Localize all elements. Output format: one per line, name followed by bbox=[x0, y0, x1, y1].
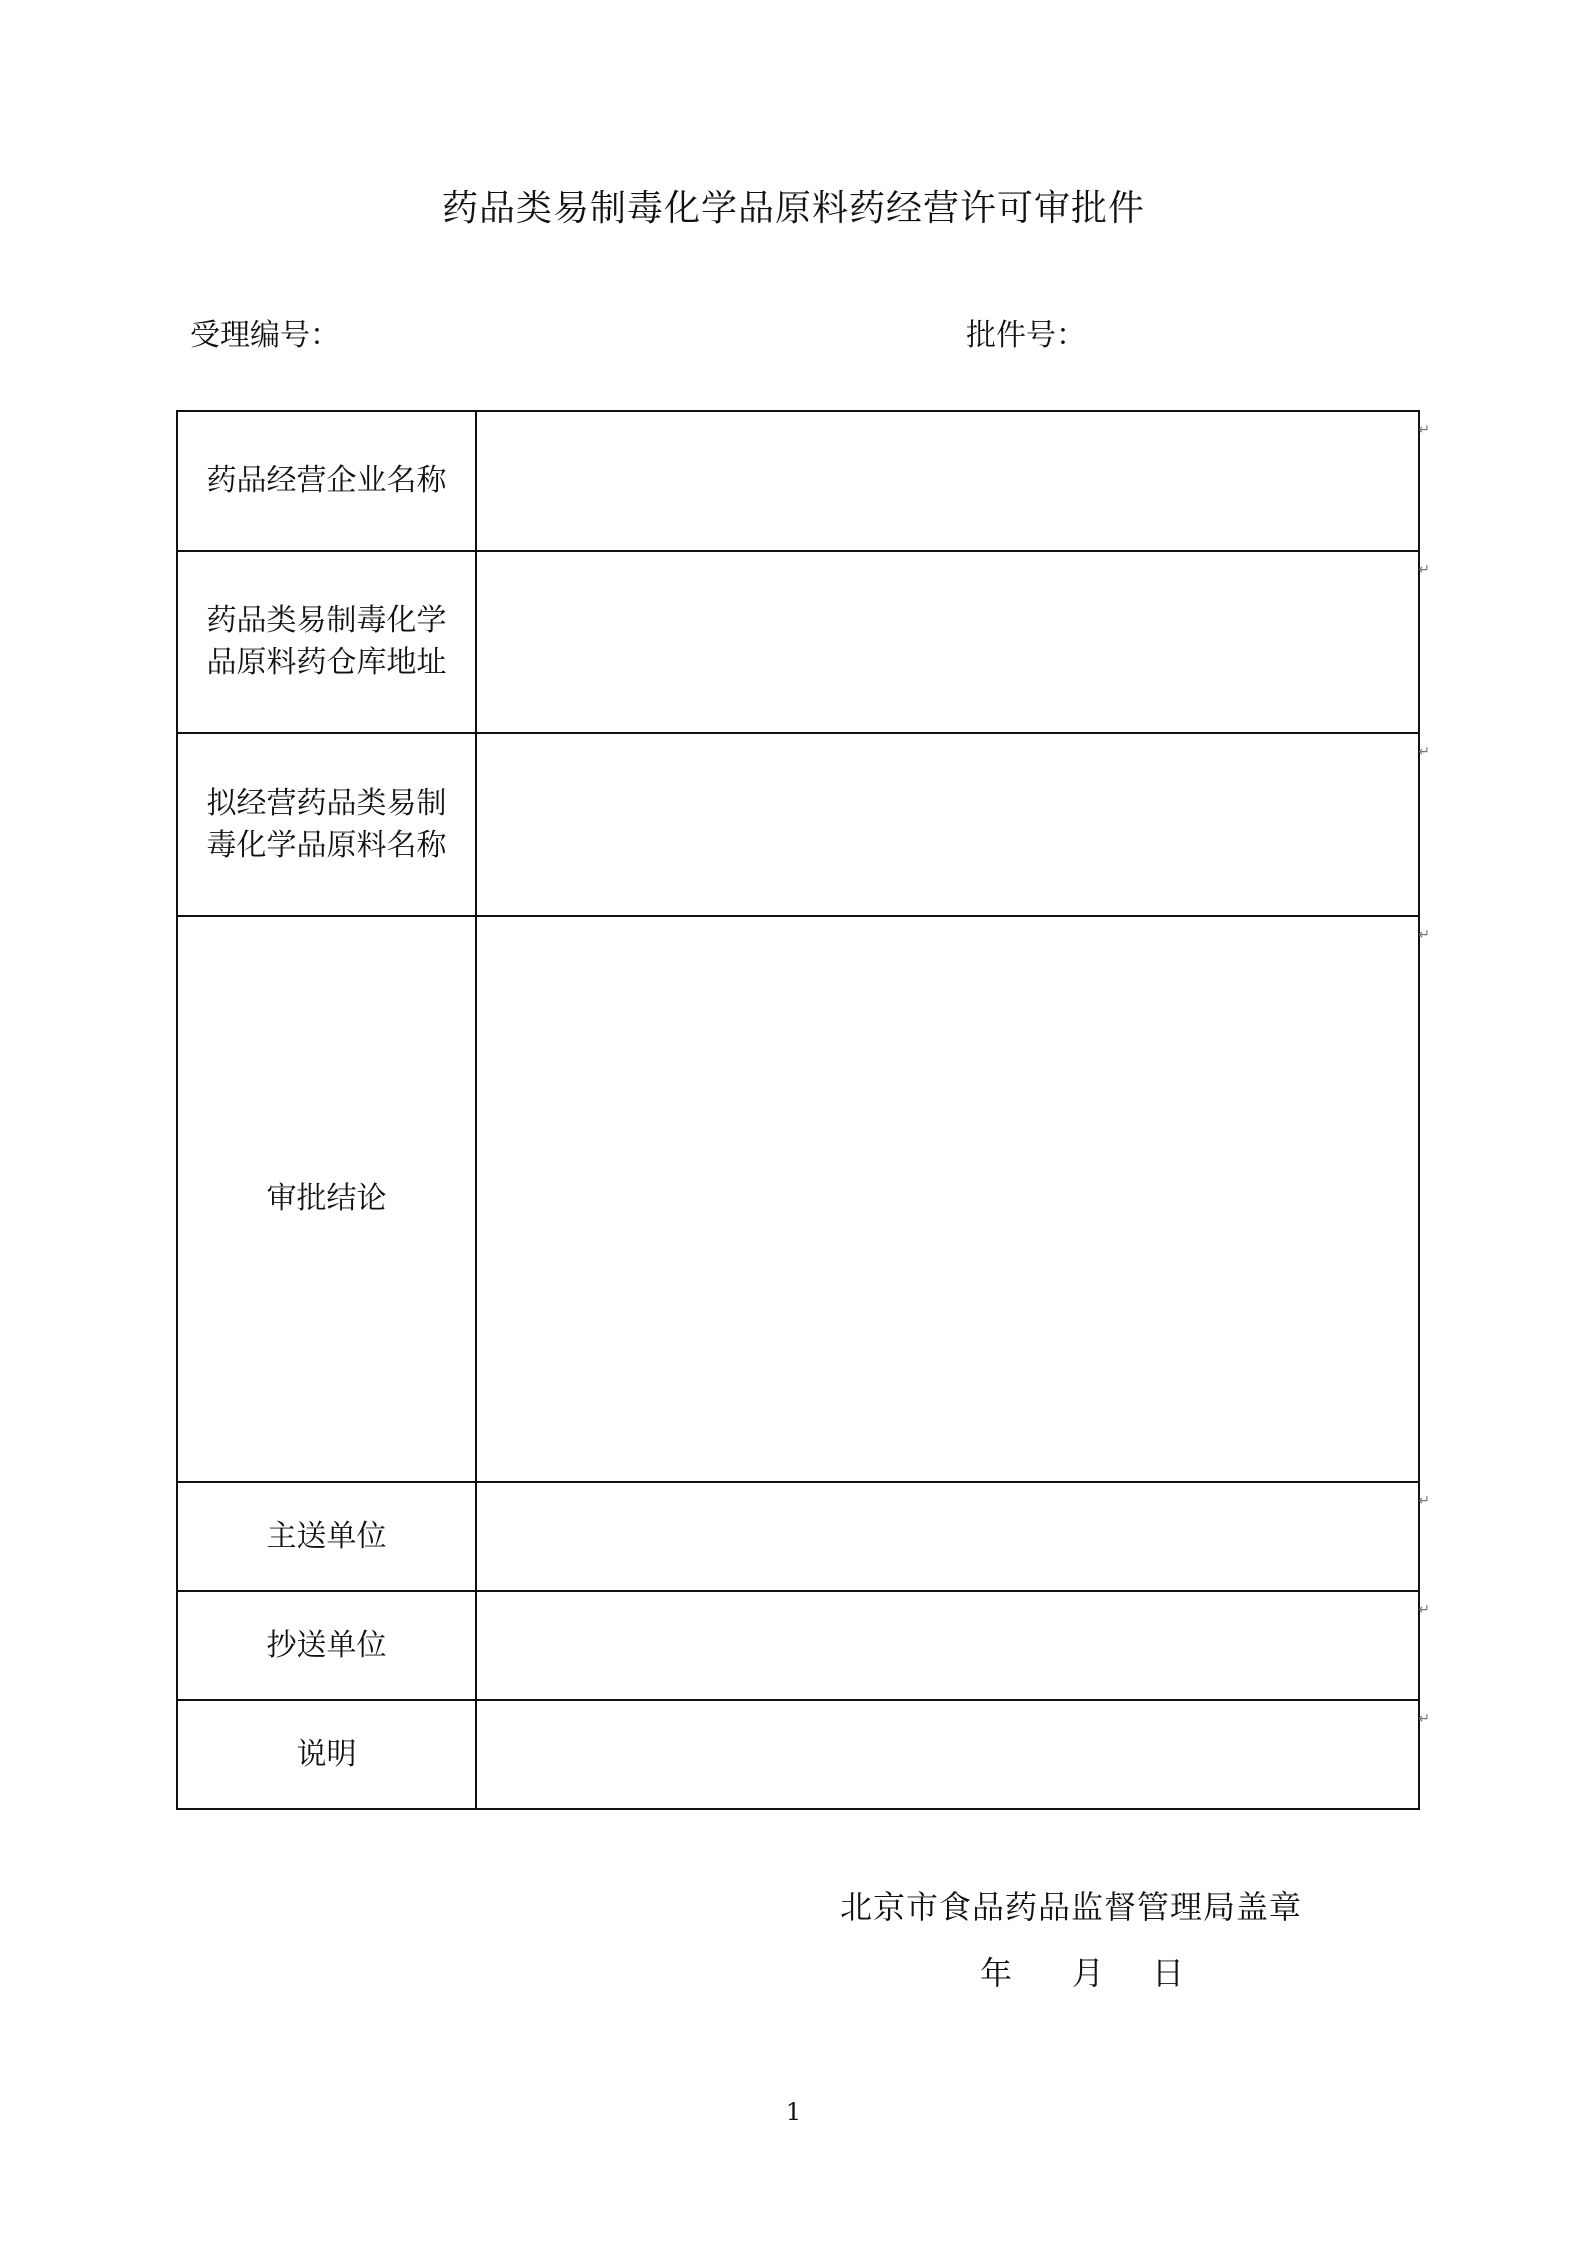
row-label-warehouse-address: 药品类易制毒化学品原料药仓库地址 bbox=[177, 551, 476, 733]
row-label-notes: 说明 bbox=[177, 1700, 476, 1809]
paragraph-mark-icon: ↵ bbox=[1418, 1602, 1430, 1618]
raw-material-name-field[interactable] bbox=[476, 733, 1430, 916]
row-label-raw-material-name: 拟经营药品类易制毒化学品原料名称 bbox=[177, 733, 476, 916]
issuer-seal-text: 北京市食品药品监督管理局盖章 bbox=[840, 1888, 1303, 1926]
date-day-label: 日 bbox=[1152, 1954, 1185, 1992]
enterprise-name-field[interactable] bbox=[476, 411, 1430, 551]
paragraph-mark-icon: ↵ bbox=[1418, 562, 1430, 578]
row-label-cc-recipient: 抄送单位 bbox=[177, 1591, 476, 1700]
row-label-enterprise-name: 药品经营企业名称 bbox=[177, 411, 476, 551]
table-row bbox=[177, 1482, 1419, 1591]
date-year-label: 年 bbox=[980, 1954, 1013, 1992]
table-row bbox=[177, 1591, 1419, 1700]
table-row bbox=[177, 411, 1419, 551]
page-number: 1 bbox=[785, 2098, 802, 2126]
main-recipient-field[interactable] bbox=[476, 1482, 1430, 1591]
approval-form-table bbox=[176, 410, 1430, 1810]
notes-field[interactable] bbox=[476, 1700, 1430, 1809]
paragraph-mark-icon: ↵ bbox=[1418, 744, 1430, 760]
approval-number-label: 批件号： bbox=[966, 318, 1086, 353]
paragraph-mark-icon: ↵ bbox=[1418, 1493, 1430, 1509]
table-row bbox=[177, 916, 1419, 1482]
date-month-label: 月 bbox=[1072, 1954, 1105, 1992]
row-label-main-recipient: 主送单位 bbox=[177, 1482, 476, 1591]
table-row bbox=[177, 733, 1419, 916]
paragraph-mark-icon: ↵ bbox=[1418, 927, 1430, 943]
paragraph-mark-icon: ↵ bbox=[1418, 1711, 1430, 1727]
warehouse-address-field[interactable] bbox=[476, 551, 1430, 733]
paragraph-mark-icon: ↵ bbox=[1418, 422, 1430, 438]
row-label-approval-conclusion: 审批结论 bbox=[177, 916, 476, 1482]
approval-conclusion-field[interactable] bbox=[476, 916, 1430, 1482]
document-title: 药品类易制毒化学品原料药经营许可审批件 bbox=[441, 188, 1145, 229]
acceptance-number-label: 受理编号： bbox=[190, 318, 340, 353]
table-row bbox=[177, 1700, 1419, 1809]
cc-recipient-field[interactable] bbox=[476, 1591, 1430, 1700]
table-row bbox=[177, 551, 1419, 733]
